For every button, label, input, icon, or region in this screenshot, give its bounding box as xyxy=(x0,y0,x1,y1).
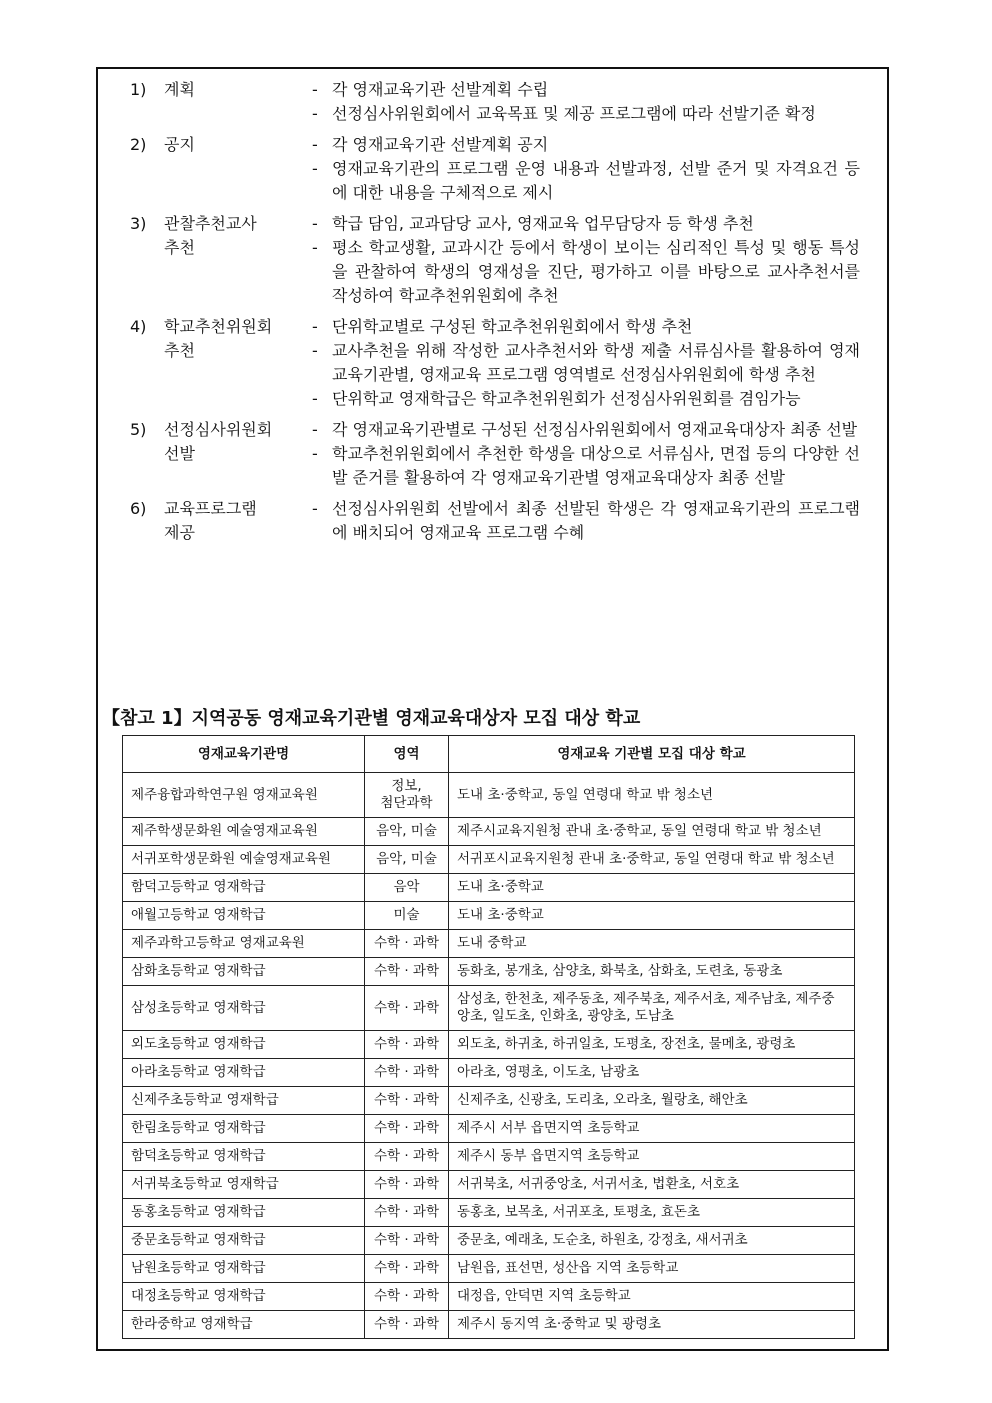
step-item xyxy=(130,497,860,545)
bullet-text: 선정심사위원회에서 교육목표 및 제공 프로그램에 따라 선발기준 확정 xyxy=(332,104,816,123)
schools-table xyxy=(122,735,855,1339)
step-bullet xyxy=(312,497,860,545)
area-cell: 수학 · 과학 xyxy=(365,1171,449,1199)
institution-cell: 한림초등학교 영재학급 xyxy=(123,1115,365,1143)
step-item xyxy=(130,78,860,126)
table-row xyxy=(123,1143,855,1171)
target-schools-cell: 동홍초, 보목초, 서귀포초, 토평초, 효돈초 xyxy=(449,1199,855,1227)
step-number: 2) xyxy=(130,135,147,154)
step-label: 계획 xyxy=(164,80,195,99)
bullet-text: 단위학교별로 구성된 학교추천위원회에서 학생 추천 xyxy=(332,317,693,336)
institution-cell: 남원초등학교 영재학급 xyxy=(123,1255,365,1283)
step-bullet xyxy=(312,102,860,126)
bullet-text: 학급 담임, 교과담당 교사, 영재교육 업무담당자 등 학생 추천 xyxy=(332,214,754,233)
area-cell: 수학 · 과학 xyxy=(365,1031,449,1059)
step-bullet xyxy=(312,442,860,490)
step-bullets xyxy=(312,212,860,308)
institution-cell: 대정초등학교 영재학급 xyxy=(123,1283,365,1311)
step-bullet xyxy=(312,133,860,157)
table-header-row xyxy=(123,736,855,773)
step-bullets xyxy=(312,497,860,545)
step-bullets xyxy=(312,133,860,205)
institution-cell: 외도초등학교 영재학급 xyxy=(123,1031,365,1059)
target-schools-cell: 외도초, 하귀초, 하귀일초, 도평초, 장전초, 물메초, 광령초 xyxy=(449,1031,855,1059)
target-schools-cell: 제주시 서부 읍면지역 초등학교 xyxy=(449,1115,855,1143)
step-bullet xyxy=(312,339,860,387)
institution-cell: 애월고등학교 영재학급 xyxy=(123,902,365,930)
step-bullets xyxy=(312,418,860,490)
table-row xyxy=(123,773,855,818)
target-schools-cell: 서귀북초, 서귀중앙초, 서귀서초, 법환초, 서호초 xyxy=(449,1171,855,1199)
target-schools-cell: 남원읍, 표선면, 성산읍 지역 초등학교 xyxy=(449,1255,855,1283)
target-schools-cell: 도내 초·중학교 xyxy=(449,902,855,930)
table-row xyxy=(123,1115,855,1143)
bullet-dash: - xyxy=(312,420,318,439)
table-row xyxy=(123,958,855,986)
area-cell: 음악, 미술 xyxy=(365,818,449,846)
reference-title: 【참고 1】지역공동 영재교육기관별 영재교육대상자 모집 대상 학교 xyxy=(102,708,641,729)
institution-cell: 함덕초등학교 영재학급 xyxy=(123,1143,365,1171)
target-schools-cell: 제주시 동부 읍면지역 초등학교 xyxy=(449,1143,855,1171)
step-number: 1) xyxy=(130,80,147,99)
step-label: 교육프로그램 제공 xyxy=(164,499,257,542)
bullet-text: 교사추천을 위해 작성한 교사추천서와 학생 제출 서류심사를 활용하여 영재교육기관별, 영재교육 프로그램 영역별로 선정심사위원회에 학생 추천 xyxy=(332,341,860,384)
target-schools-cell: 동화초, 봉개초, 삼양초, 화북초, 삼화초, 도련초, 동광초 xyxy=(449,958,855,986)
area-cell: 수학 · 과학 xyxy=(365,1311,449,1339)
step-label: 관찰추천교사 추천 xyxy=(164,214,257,257)
institution-cell: 동홍초등학교 영재학급 xyxy=(123,1199,365,1227)
step-number: 3) xyxy=(130,214,147,233)
bullet-dash: - xyxy=(312,444,318,463)
step-number: 6) xyxy=(130,499,147,518)
step-item xyxy=(130,212,860,308)
bullet-dash: - xyxy=(312,135,318,154)
table-row xyxy=(123,1031,855,1059)
bullet-text: 각 영재교육기관 선발계획 공지 xyxy=(332,135,549,154)
institution-cell: 제주학생문화원 예술영재교육원 xyxy=(123,818,365,846)
institution-cell: 서귀북초등학교 영재학급 xyxy=(123,1171,365,1199)
step-number: 4) xyxy=(130,317,147,336)
bullet-text: 영재교육기관의 프로그램 운영 내용과 선발과정, 선발 준거 및 자격요건 등에 대한 내용을 구체적으로 제시 xyxy=(332,159,860,202)
step-bullet xyxy=(312,236,860,308)
bullet-dash: - xyxy=(312,341,318,360)
table-row xyxy=(123,1255,855,1283)
bullet-dash: - xyxy=(312,317,318,336)
target-schools-cell: 도내 초·중학교 xyxy=(449,874,855,902)
area-cell: 음악 xyxy=(365,874,449,902)
step-bullet xyxy=(312,212,860,236)
institution-cell: 제주융합과학연구원 영재교육원 xyxy=(123,773,365,818)
area-cell: 미술 xyxy=(365,902,449,930)
step-item xyxy=(130,315,860,411)
table-row xyxy=(123,1087,855,1115)
target-schools-cell: 중문초, 예래초, 도순초, 하원초, 강정초, 새서귀초 xyxy=(449,1227,855,1255)
bullet-text: 각 영재교육기관 선발계획 수립 xyxy=(332,80,549,99)
table-row xyxy=(123,1059,855,1087)
step-label: 공지 xyxy=(164,135,195,154)
table-row xyxy=(123,930,855,958)
step-bullet xyxy=(312,387,860,411)
institution-cell: 서귀포학생문화원 예술영재교육원 xyxy=(123,846,365,874)
target-schools-cell: 도내 초·중학교, 동일 연령대 학교 밖 청소년 xyxy=(449,773,855,818)
area-cell: 음악, 미술 xyxy=(365,846,449,874)
table-row xyxy=(123,986,855,1031)
area-cell: 수학 · 과학 xyxy=(365,1199,449,1227)
step-item xyxy=(130,418,860,490)
table-row xyxy=(123,874,855,902)
target-schools-cell: 도내 중학교 xyxy=(449,930,855,958)
header-target-schools: 영재교육 기관별 모집 대상 학교 xyxy=(449,736,855,773)
bullet-dash: - xyxy=(312,80,318,99)
bullet-dash: - xyxy=(312,238,318,257)
area-cell: 수학 · 과학 xyxy=(365,986,449,1031)
step-bullet xyxy=(312,78,860,102)
table-row xyxy=(123,1311,855,1339)
bullet-text: 평소 학교생활, 교과시간 등에서 학생이 보이는 심리적인 특성 및 행동 특성을 관찰하여 학생의 영재성을 진단, 평가하고 이를 바탕으로 교사추천서를 작성하여 학교추천위원회에 추천 xyxy=(332,238,860,305)
selection-steps xyxy=(130,78,860,552)
bullet-dash: - xyxy=(312,499,318,518)
target-schools-cell: 제주시 동지역 초·중학교 및 광령초 xyxy=(449,1311,855,1339)
institution-cell: 신제주초등학교 영재학급 xyxy=(123,1087,365,1115)
step-bullets xyxy=(312,78,860,126)
bullet-text: 학교추천위원회에서 추천한 학생을 대상으로 서류심사, 면접 등의 다양한 선발 준거를 활용하여 각 영재교육기관별 영재교육대상자 최종 선발 xyxy=(332,444,860,487)
step-bullets xyxy=(312,315,860,411)
institution-cell: 함덕고등학교 영재학급 xyxy=(123,874,365,902)
area-cell: 수학 · 과학 xyxy=(365,1283,449,1311)
bullet-dash: - xyxy=(312,214,318,233)
institution-cell: 삼화초등학교 영재학급 xyxy=(123,958,365,986)
table-row xyxy=(123,1199,855,1227)
institution-cell: 아라초등학교 영재학급 xyxy=(123,1059,365,1087)
area-cell: 정보, 첨단과학 xyxy=(365,773,449,818)
target-schools-cell: 서귀포시교육지원청 관내 초·중학교, 동일 연령대 학교 밖 청소년 xyxy=(449,846,855,874)
header-area: 영역 xyxy=(365,736,449,773)
table-row xyxy=(123,1171,855,1199)
target-schools-cell: 대정읍, 안덕면 지역 초등학교 xyxy=(449,1283,855,1311)
bullet-text: 각 영재교육기관별로 구성된 선정심사위원회에서 영재교육대상자 최종 선발 xyxy=(332,420,858,439)
area-cell: 수학 · 과학 xyxy=(365,1227,449,1255)
bullet-dash: - xyxy=(312,389,318,408)
table-row xyxy=(123,818,855,846)
bullet-text: 선정심사위원회 선발에서 최종 선발된 학생은 각 영재교육기관의 프로그램에 배치되어 영재교육 프로그램 수혜 xyxy=(332,499,860,542)
header-institution: 영재교육기관명 xyxy=(123,736,365,773)
institution-cell: 제주과학고등학교 영재교육원 xyxy=(123,930,365,958)
institution-cell: 한라중학교 영재학급 xyxy=(123,1311,365,1339)
target-schools-cell: 제주시교육지원청 관내 초·중학교, 동일 연령대 학교 밖 청소년 xyxy=(449,818,855,846)
target-schools-cell: 신제주초, 신광초, 도리초, 오라초, 월랑초, 해안초 xyxy=(449,1087,855,1115)
institution-cell: 삼성초등학교 영재학급 xyxy=(123,986,365,1031)
area-cell: 수학 · 과학 xyxy=(365,930,449,958)
step-bullet xyxy=(312,315,860,339)
table-row xyxy=(123,1227,855,1255)
step-bullet xyxy=(312,418,860,442)
bullet-dash: - xyxy=(312,104,318,123)
step-number: 5) xyxy=(130,420,147,439)
step-label: 선정심사위원회 선발 xyxy=(164,420,273,463)
table-row xyxy=(123,1283,855,1311)
bullet-dash: - xyxy=(312,159,318,178)
area-cell: 수학 · 과학 xyxy=(365,1059,449,1087)
area-cell: 수학 · 과학 xyxy=(365,958,449,986)
target-schools-cell: 아라초, 영평초, 이도초, 남광초 xyxy=(449,1059,855,1087)
bullet-text: 단위학교 영재학급은 학교추천위원회가 선정심사위원회를 겸임가능 xyxy=(332,389,801,408)
area-cell: 수학 · 과학 xyxy=(365,1255,449,1283)
target-schools-cell: 삼성초, 한천초, 제주동초, 제주북초, 제주서초, 제주남초, 제주중앙초, 일도초, 인화초, 광양초, 도남초 xyxy=(449,986,855,1031)
table-row xyxy=(123,902,855,930)
area-cell: 수학 · 과학 xyxy=(365,1143,449,1171)
area-cell: 수학 · 과학 xyxy=(365,1115,449,1143)
area-cell: 수학 · 과학 xyxy=(365,1087,449,1115)
table-row xyxy=(123,846,855,874)
step-item xyxy=(130,133,860,205)
institution-cell: 중문초등학교 영재학급 xyxy=(123,1227,365,1255)
step-bullet xyxy=(312,157,860,205)
step-label: 학교추천위원회 추천 xyxy=(164,317,273,360)
